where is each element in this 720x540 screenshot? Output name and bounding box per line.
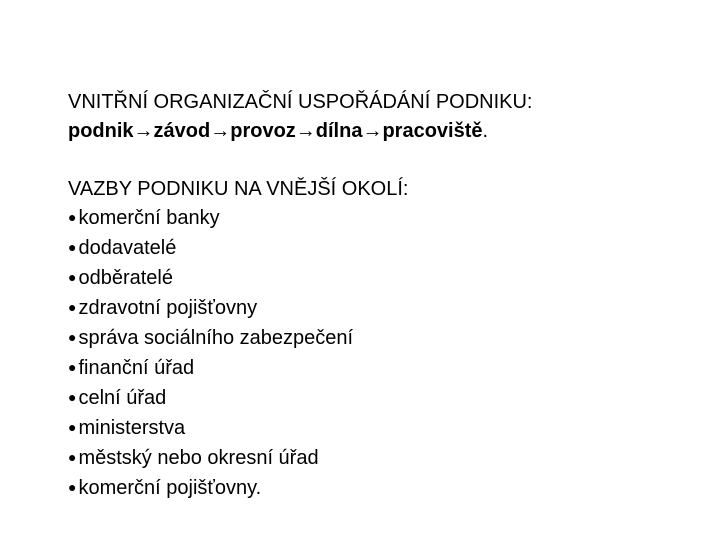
bullet-icon: ●: [68, 449, 77, 465]
list-item-label: dodavatelé: [78, 237, 177, 259]
list-item: [68, 294, 688, 324]
list-item: [68, 204, 688, 234]
list-item-label: finanční úřad: [78, 357, 195, 379]
list-item: [68, 474, 688, 504]
organization-chain-text: podnik→závod→provoz→dílna→pracoviště: [68, 120, 483, 142]
list-item-label: městský nebo okresní úřad: [78, 447, 319, 469]
external-relations-list: [68, 204, 688, 504]
list-item: [68, 414, 688, 444]
organization-chain: [68, 117, 688, 146]
list-item: [68, 384, 688, 414]
bullet-icon: ●: [68, 419, 77, 435]
list-item: [68, 444, 688, 474]
list-item: [68, 234, 688, 264]
section1-heading: VNITŘNÍ ORGANIZAČNÍ USPOŘÁDÁNÍ PODNIKU:: [68, 91, 533, 113]
list-item-label: správa sociálního zabezpečení: [78, 327, 354, 349]
list-item-label: ministerstva: [78, 417, 186, 439]
slide-content: [68, 88, 688, 504]
organization-chain-end: .: [482, 120, 489, 142]
bullet-icon: ●: [68, 269, 77, 285]
list-item: [68, 354, 688, 384]
list-item-label: celní úřad: [78, 387, 167, 409]
list-item-label: odběratelé: [78, 267, 173, 289]
list-item-label: komerční pojišťovny.: [78, 477, 262, 499]
bullet-icon: ●: [68, 329, 77, 345]
bullet-icon: ●: [68, 359, 77, 375]
list-item: [68, 324, 688, 354]
list-item-label: zdravotní pojišťovny: [78, 297, 258, 319]
bullet-icon: ●: [68, 299, 77, 315]
list-item-label: komerční banky: [78, 207, 220, 229]
bullet-icon: ●: [68, 239, 77, 255]
list-item: [68, 264, 688, 294]
bullet-icon: ●: [68, 479, 77, 495]
bullet-icon: ●: [68, 389, 77, 405]
section-spacer: [68, 146, 688, 175]
section2-heading: VAZBY PODNIKU NA VNĚJŠÍ OKOLÍ:: [68, 178, 409, 200]
bullet-icon: ●: [68, 209, 77, 225]
